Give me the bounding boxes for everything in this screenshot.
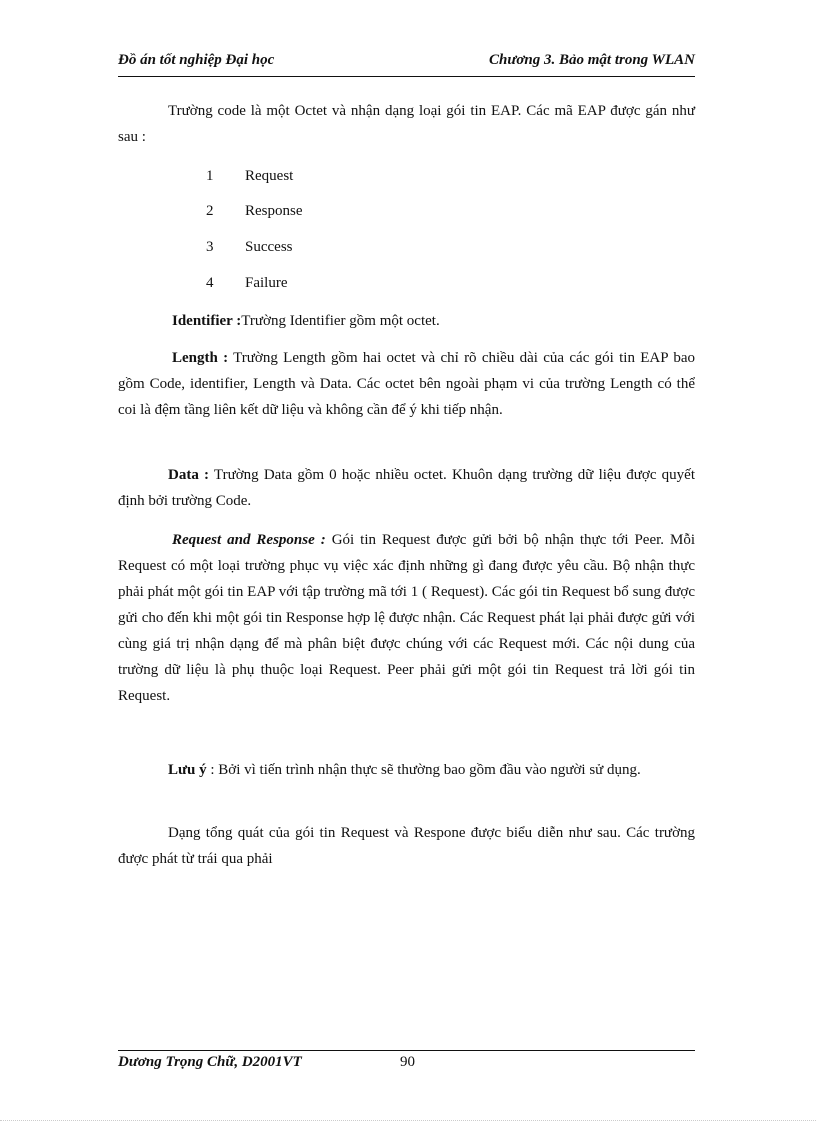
note-paragraph xyxy=(118,757,695,783)
intro-paragraph: Trường code là một Octet và nhận dạng loại gói tin EAP. Các mã EAP được gán như sau : xyxy=(118,103,695,145)
identifier-paragraph xyxy=(172,308,695,334)
request-response-paragraph xyxy=(118,527,695,709)
length-paragraph xyxy=(118,345,695,423)
request-response-text: Gói tin Request được gửi bởi bộ nhận thực tới Peer. Mỗi Request có một loại trường phục vụ việc xác định những gì đang được yêu cầu. Bộ nhận thực phải phát một gói tin EAP với tập trường mã tới 1 ( Request). Các gói tin Request bổ sung được gửi cho đến khi một gói tin Response hợp lệ được nhận. Các Request phát lại phải được gửi với cùng giá trị nhận dạng để mà phân biệt được chúng với các Request mới. Các nội dung của trường dữ liệu là phụ thuộc loại Request. Peer phải gửi một gói tin Request trả lời gói tin Request. xyxy=(118,532,695,704)
code-number: 2 xyxy=(206,203,214,219)
code-name: Response xyxy=(245,203,303,219)
page-edge-dots xyxy=(0,1120,816,1121)
general-format-paragraph: Dạng tổng quát của gói tin Request và Respone được biểu diễn như sau. Các trường được phát từ trái qua phải xyxy=(118,825,695,867)
footer-author: Dương Trọng Chữ, D2001VT xyxy=(118,1054,302,1070)
data-text: Trường Data gồm 0 hoặc nhiều octet. Khuôn dạng trường dữ liệu được quyết định bởi trường Code. xyxy=(118,467,695,509)
note-text: : Bởi vì tiến trình nhận thực sẽ thường bao gồm đầu vào người sử dụng. xyxy=(206,762,641,778)
page-footer xyxy=(118,1054,695,1076)
page-header xyxy=(118,52,695,74)
header-chapter: Chương 3. Bảo mật trong WLAN xyxy=(489,52,695,68)
length-term: Length : xyxy=(172,350,229,366)
header-title: Đồ án tốt nghiệp Đại học xyxy=(118,52,275,68)
data-term: Data : xyxy=(168,467,210,483)
page-number: 90 xyxy=(400,1054,415,1070)
code-number: 1 xyxy=(206,168,214,184)
length-text: Trường Length gồm hai octet và chỉ rõ chiều dài của các gói tin EAP bao gồm Code, identifier, Length và Data. Các octet bên ngoài phạm vi của trường Length có thể coi là đệm tầng liên kết dữ liệu và không cần để ý khi tiếp nhận. xyxy=(118,350,695,418)
note-term: Lưu ý xyxy=(168,762,207,778)
code-name: Success xyxy=(245,239,293,255)
code-name: Request xyxy=(245,168,294,184)
footer-rule xyxy=(118,1050,695,1051)
identifier-text: Trường Identifier gồm một octet. xyxy=(241,313,440,329)
code-name: Failure xyxy=(245,275,288,291)
request-response-term: Request and Response : xyxy=(172,532,326,548)
data-paragraph xyxy=(118,462,695,514)
identifier-term: Identifier : xyxy=(172,313,242,329)
header-rule xyxy=(118,76,695,77)
code-number: 4 xyxy=(206,275,214,291)
code-number: 3 xyxy=(206,239,214,255)
